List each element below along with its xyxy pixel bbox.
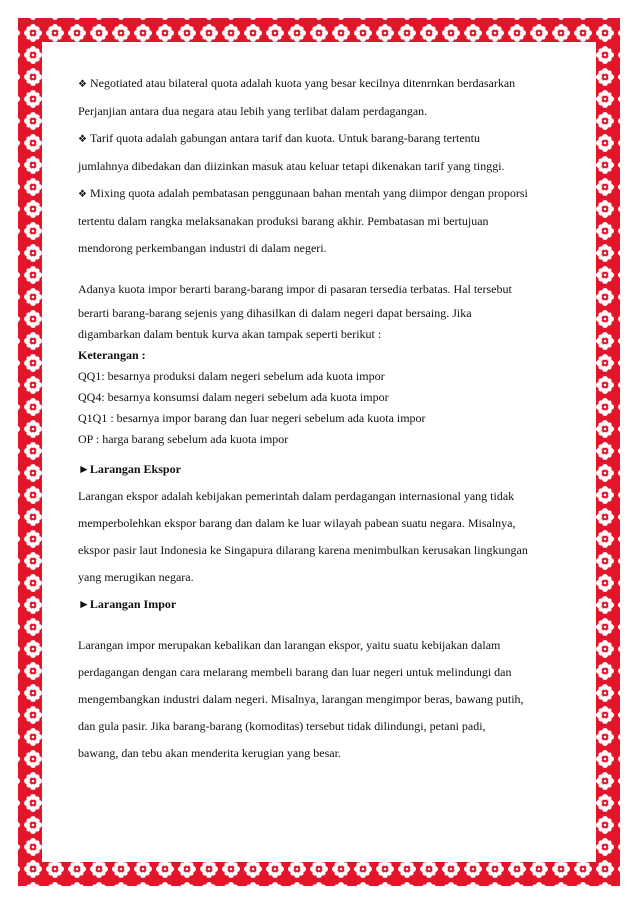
bullet-mixing-line2: tertentu dalam rangka melaksanakan produksi barang akhir. Pembatasan mi bertujuan [78,214,489,228]
impor-line: perdagangan dengan cara melarang membeli barang dan luar negeri untuk melindungi dan [78,665,512,679]
ekspor-line: Larangan ekspor adalah kebijakan pemerintah dalam perdagangan internasional yang tidak [78,489,515,503]
impor-line: mengembangkan industri dalam negeri. Misalnya, larangan mengimpor beras, bawang putih, [78,692,524,706]
bullet-mixing-line1: ❖ Mixing quota adalah pembatasan penggunaan bahan mentah yang diimpor dengan proporsi [78,180,568,208]
ekspor-line: yang merugikan negara. [78,570,194,584]
bullet-negotiated-line2: Perjanjian antara dua negara atau lebih yang terlibat dalam perdagangan. [78,104,428,118]
keterangan-item: Q1Q1 : besarnya impor barang dan luar negeri sebelum ada kuota impor [78,411,426,425]
ekspor-line: ekspor pasir laut Indonesia ke Singapura dilarang karena menimbulkan kerusakan lingkungan [78,543,528,557]
bullet-tarif-line2: jumlahnya dibedakan dan diizinkan masuk atau keluar tetapi dikenakan tarif yang tinggi. [78,159,505,173]
bullet-tarif-line1: ❖ Tarif quota adalah gabungan antara tarif dan kuota. Untuk barang-barang tertentu [78,125,568,153]
keterangan-item: OP : harga barang sebelum ada kuota impor [78,432,289,446]
kuota-paragraph-line: Adanya kuota impor berarti barang-barang impor di pasaran tersedia terbatas. Hal tersebut [78,282,512,296]
keterangan-item: QQ4: besarnya konsumsi dalam negeri sebelum ada kuota impor [78,390,389,404]
keterangan-title: Keterangan : [78,348,146,362]
impor-line: bawang, dan tebu akan menderita kerugian yang besar. [78,746,341,760]
diamond-bullet-icon: ❖ [78,134,87,145]
heading-larangan-ekspor: ►Larangan Ekspor [78,462,181,476]
bullet-negotiated-line1: ❖ Negotiated atau bilateral quota adalah kuota yang besar kecilnya ditenrnkan berdasarkan [78,70,568,98]
keterangan-item: QQ1: besarnya produksi dalam negeri sebelum ada kuota impor [78,369,385,383]
impor-line: Larangan impor merupakan kebalikan dan larangan ekspor, yaitu suatu kebijakan dalam [78,638,501,652]
diamond-bullet-icon: ❖ [78,79,87,90]
ekspor-line: memperbolehkan ekspor barang dan dalam ke luar wilayah pabean suatu negara. Misalnya, [78,516,516,530]
kuota-paragraph-line: berarti barang-barang sejenis yang dihasilkan di dalam negeri dapat bersaing. Jika [78,306,472,320]
diamond-bullet-icon: ❖ [78,189,87,200]
heading-larangan-impor: ►Larangan Impor [78,597,177,611]
bullet-mixing-line3: mendorong perkembangan industri di dalam negeri. [78,241,327,255]
document-text [78,70,568,767]
impor-line: dan gula pasir. Jika barang-barang (komoditas) tersebut tidak dilindungi, petani padi, [78,719,486,733]
kuota-paragraph-line: digambarkan dalam bentuk kurva akan tampak seperti berikut : [78,327,382,341]
